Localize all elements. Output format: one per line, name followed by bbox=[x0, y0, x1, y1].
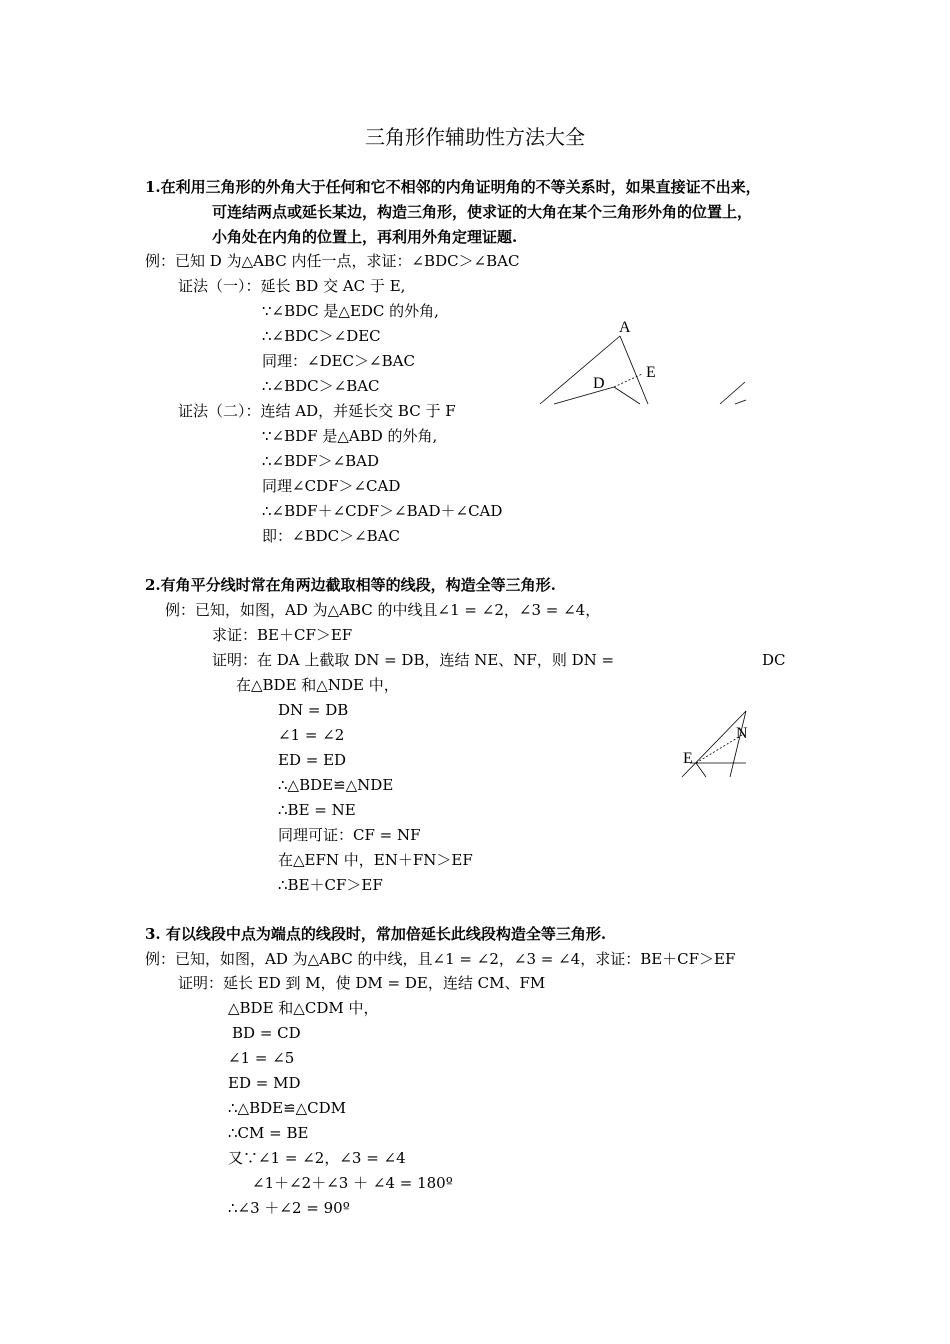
section2-step: ∠1 = ∠2 bbox=[278, 726, 345, 744]
section1-proof1-label: 证法（一）：延长 BD 交 AC 于 E, bbox=[178, 277, 406, 295]
section1-heading-line1: 1.在利用三角形的外角大于任何和它不相邻的内角证明角的不等关系时，如果直接证不出来， bbox=[145, 178, 761, 196]
triangle-figure-1 bbox=[530, 310, 760, 420]
section2-step: ED = ED bbox=[278, 751, 347, 769]
section3-step: ED = MD bbox=[228, 1074, 301, 1092]
figure2-line bbox=[682, 711, 746, 777]
section3-step: BD = CD bbox=[232, 1024, 301, 1042]
section3-step: ∠1 = ∠5 bbox=[228, 1049, 295, 1067]
figure1-label-e: E bbox=[646, 364, 656, 381]
section3-conclusion: ∴∠3 ＋∠2 = 90º bbox=[228, 1199, 350, 1217]
section1-proof1-step: ∴∠BDC＞∠DEC bbox=[262, 327, 381, 345]
figure1-line-bd bbox=[554, 387, 614, 404]
section3-step: ∴△BDE≌△CDM bbox=[228, 1099, 347, 1117]
figure1-label-d: D bbox=[593, 375, 605, 392]
section3-step: 又∵∠1 = ∠2，∠3 = ∠4 bbox=[228, 1149, 406, 1167]
figure2-line bbox=[730, 711, 746, 777]
section2-step: 同理可证：CF = NF bbox=[278, 826, 421, 844]
section2-goal: 求证：BE＋CF＞EF bbox=[212, 626, 353, 644]
section2-triangle-label: 在△BDE 和△NDE 中， bbox=[236, 676, 399, 694]
figure1-line-dc bbox=[614, 387, 640, 404]
section1-proof1-step: ∴∠BDC＞∠BAC bbox=[262, 377, 380, 395]
section1-proof2-step: ∴∠BDF＞∠BAD bbox=[262, 452, 380, 470]
section1-example: 例：已知 D 为△ABC 内任一点，求证：∠BDC＞∠BAC bbox=[145, 252, 520, 270]
section2-heading: 2.有角平分线时常在角两边截取相等的线段，构造全等三角形. bbox=[145, 576, 556, 594]
section1-proof2-step: ∵∠BDF 是△ABD 的外角, bbox=[262, 427, 438, 445]
section1-heading-line2: 可连结两点或延长某边，构造三角形，使求证的大角在某个三角形外角的位置上， bbox=[212, 203, 753, 221]
section2-step: DN = DB bbox=[278, 701, 349, 719]
figure1-fragment-line bbox=[735, 400, 746, 404]
figure1-fragment-line bbox=[720, 382, 745, 404]
section2-step: ∴BE = NE bbox=[278, 801, 356, 819]
section3-triangle-label: △BDE 和△CDM 中， bbox=[228, 999, 379, 1017]
figure1-line-ab bbox=[540, 336, 620, 404]
section2-step: ∴BE＋CF＞EF bbox=[278, 876, 383, 894]
section2-step: 在△EFN 中，EN＋FN＞EF bbox=[278, 851, 473, 869]
figure2-line bbox=[696, 763, 706, 777]
section2-step: ∴△BDE≌△NDE bbox=[278, 776, 394, 794]
section3-step: ∴CM = BE bbox=[228, 1124, 309, 1142]
section1-heading-line3: 小角处在内角的位置上，再利用外角定理证题. bbox=[212, 228, 518, 246]
page-title: 三角形作辅助性方法大全 bbox=[365, 125, 585, 149]
section2-proof-intro: 证明：在 DA 上截取 DN = DB，连结 NE、NF，则 DN = bbox=[212, 651, 615, 669]
section3-angle-sum: ∠1＋∠2＋∠3 ＋ ∠4 = 180º bbox=[252, 1174, 453, 1192]
figure2-label-e: E bbox=[683, 750, 693, 767]
figure2-label-n: N bbox=[736, 725, 748, 742]
section1-proof2-step: ∴∠BDF＋∠CDF＞∠BAD＋∠CAD bbox=[262, 502, 503, 520]
section2-example: 例：已知，如图，AD 为△ABC 的中线且∠1 = ∠2，∠3 = ∠4， bbox=[165, 601, 601, 619]
triangle-figure-2 bbox=[676, 705, 756, 785]
figure1-line-de bbox=[614, 374, 642, 387]
section3-proof-intro: 证明：延长 ED 到 M，使 DM = DE，连结 CM、FM bbox=[178, 974, 546, 992]
section1-proof2-step: 同理∠CDF＞∠CAD bbox=[262, 477, 401, 495]
section2-proof-intro-tail: DC bbox=[762, 651, 786, 669]
section1-proof1-step: 同理：∠DEC＞∠BAC bbox=[262, 352, 415, 370]
figure1-label-a: A bbox=[619, 319, 631, 336]
section1-proof2-step: 即：∠BDC＞∠BAC bbox=[262, 527, 400, 545]
section3-example: 例：已知，如图，AD 为△ABC 的中线，且∠1 = ∠2，∠3 = ∠4，求证：BE＋CF＞EF bbox=[145, 950, 736, 968]
section1-proof2-label: 证法（二）：连结 AD，并延长交 BC 于 F bbox=[178, 402, 456, 420]
section1-proof1-step: ∵∠BDC 是△EDC 的外角, bbox=[262, 302, 439, 320]
section3-heading: 3. 有以线段中点为端点的线段时，常加倍延长此线段构造全等三角形. bbox=[145, 925, 607, 943]
